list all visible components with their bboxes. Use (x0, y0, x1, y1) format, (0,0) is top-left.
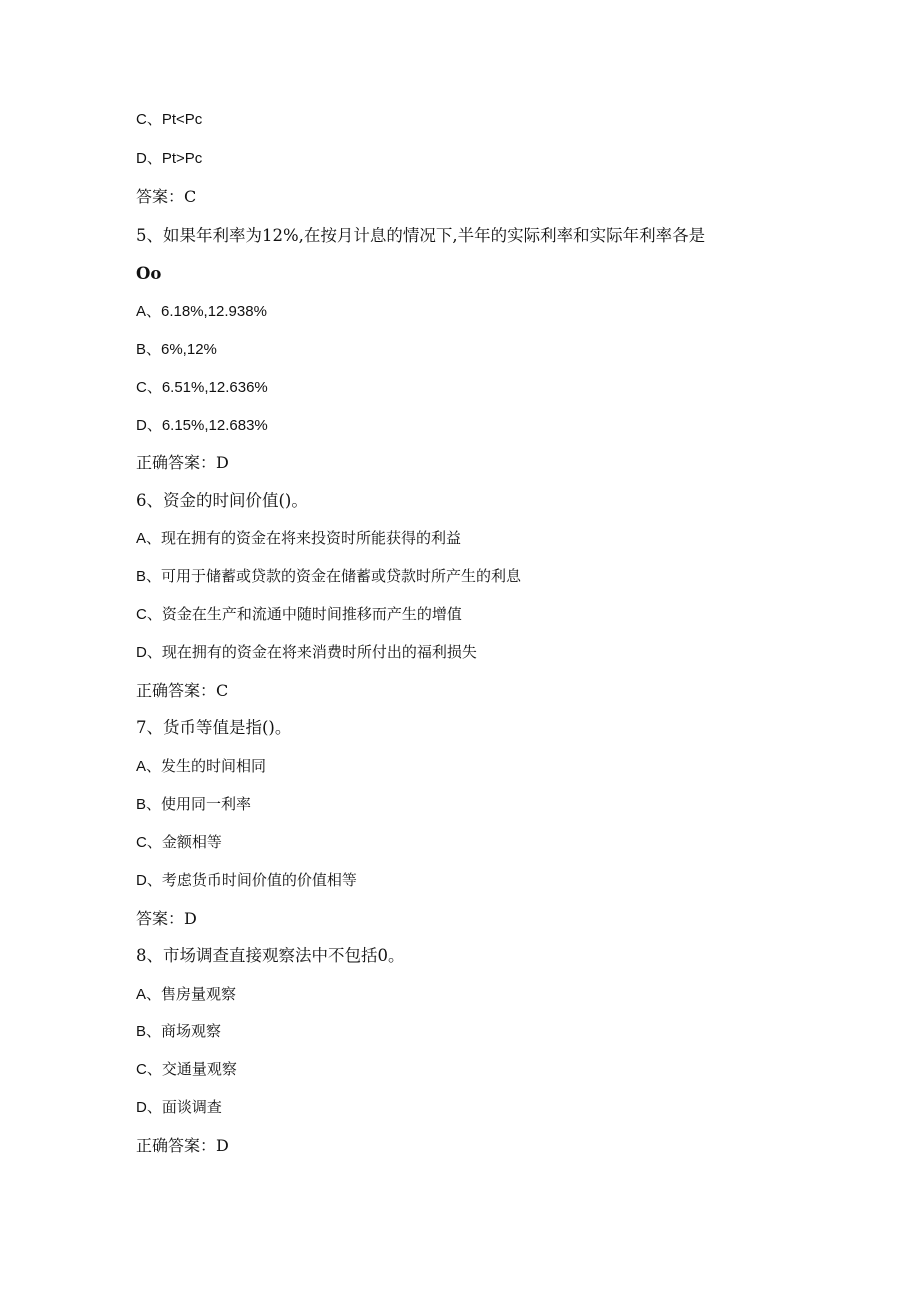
option-a: A、6.18%,12.938% (136, 303, 267, 320)
option-a: A、售房量观察 (136, 986, 237, 1003)
answer-line: 答案：D (136, 909, 197, 928)
option-c: C、交通量观察 (136, 1061, 237, 1078)
option-b: B、使用同一利率 (136, 796, 252, 813)
option-d: D、Pt>Pc (136, 150, 203, 167)
question-6: 6、资金的时间价值()。 (136, 491, 308, 510)
question-8: 8、市场调查直接观察法中不包括0。 (136, 946, 405, 965)
option-a: A、现在拥有的资金在将来投资时所能获得的利益 (136, 530, 462, 547)
answer-line: 正确答案：C (136, 681, 229, 700)
option-c: C、资金在生产和流通中随时间推移而产生的增值 (136, 606, 462, 623)
answer-line: 答案：C (136, 187, 197, 206)
answer-line: 正确答案：D (136, 453, 229, 472)
answer-line: 正确答案：D (136, 1136, 229, 1155)
option-b: B、商场观察 (136, 1023, 222, 1040)
option-b: B、可用于储蓄或贷款的资金在储蓄或贷款时所产生的利息 (136, 568, 522, 585)
option-a: A、发生的时间相同 (136, 758, 267, 775)
option-b: B、6%,12% (136, 341, 217, 358)
option-d: D、6.15%,12.683% (136, 417, 268, 434)
option-c: C、Pt<Pc (136, 111, 203, 128)
option-d: D、考虑货币时间价值的价值相等 (136, 872, 357, 889)
option-d: D、现在拥有的资金在将来消费时所付出的福利损失 (136, 644, 477, 661)
question-5-continuation: Oo (136, 264, 162, 283)
option-c: C、金额相等 (136, 834, 222, 851)
option-d: D、面谈调查 (136, 1099, 222, 1116)
question-7: 7、货币等值是指()。 (136, 718, 292, 737)
question-5: 5、如果年利率为12%,在按月计息的情况下,半年的实际利率和实际年利率各是 (136, 226, 706, 245)
option-c: C、6.51%,12.636% (136, 379, 268, 396)
